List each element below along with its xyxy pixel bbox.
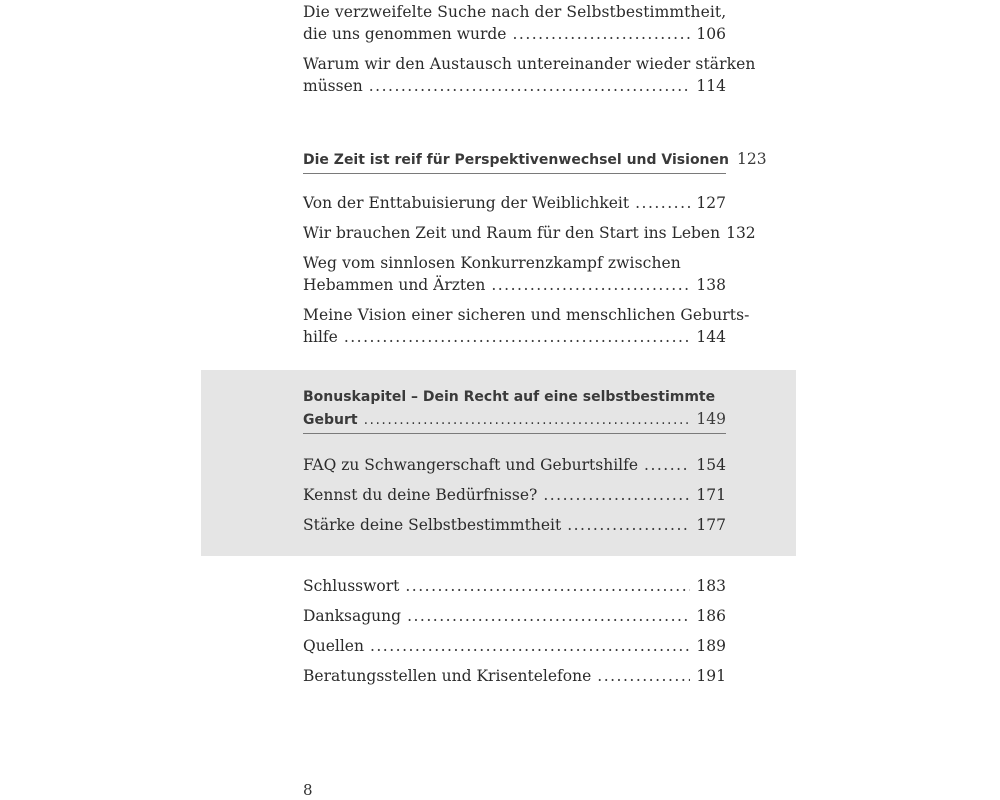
bonus-rule [303, 433, 726, 434]
toc-entry: Schlusswort ..... 183 [303, 575, 726, 597]
toc-entry: Warum wir den Austausch untereinander wieder stärken müssen ..... 114 [303, 53, 726, 97]
page-ref: 138 [696, 276, 726, 294]
table-of-contents [303, 0, 767, 800]
page-ref: 144 [696, 328, 726, 346]
toc-entry: Beratungsstellen und Krisentelefone ..... 191 [303, 665, 726, 687]
section-heading: Die Zeit ist reif für Perspektivenwechsel und Visionen 123 [303, 150, 767, 168]
toc-entry: Wir brauchen Zeit und Raum für den Start ins Leben 132 [303, 224, 756, 242]
page-ref: 114 [696, 77, 726, 95]
page-number: 8 [303, 781, 313, 799]
toc-entry: Von der Enttabuisierung der Weiblichkeit ..... 127 [303, 192, 726, 214]
page-ref: 189 [696, 637, 726, 655]
page-ref: 186 [696, 607, 726, 625]
page-ref: 154 [696, 456, 726, 474]
toc-entry: Quellen ..... 189 [303, 635, 726, 657]
page-ref: 132 [726, 224, 756, 242]
page-ref: 127 [696, 194, 726, 212]
toc-entry: Kennst du deine Bedürfnisse? ..... 171 [303, 484, 726, 506]
toc-entry: Stärke deine Selbstbestimmtheit ..... 177 [303, 514, 726, 536]
page-ref: 106 [696, 25, 726, 43]
page-ref: 171 [696, 486, 726, 504]
toc-entry: Die verzweifelte Suche nach der Selbstbestimmtheit, die uns genommen wurde ..... 106 [303, 1, 726, 45]
toc-entry: Danksagung ..... 186 [303, 605, 726, 627]
section-rule [303, 173, 726, 174]
page-ref: 123 [737, 150, 767, 168]
page-ref: 177 [696, 516, 726, 534]
page-ref: 149 [696, 410, 726, 428]
bonus-chapter-heading: Bonuskapitel – Dein Recht auf eine selbstbestimmte Geburt ..... 149 [303, 386, 726, 431]
page-ref: 183 [696, 577, 726, 595]
toc-entry: Weg vom sinnlosen Konkurrenzkampf zwischen Hebammen und Ärzten ..... 138 [303, 252, 726, 296]
page-ref: 191 [696, 667, 726, 685]
toc-entry: FAQ zu Schwangerschaft und Geburtshilfe ..... 154 [303, 454, 726, 476]
toc-entry: Meine Vision einer sicheren und menschlichen Geburts- hilfe ..... 144 [303, 304, 726, 348]
